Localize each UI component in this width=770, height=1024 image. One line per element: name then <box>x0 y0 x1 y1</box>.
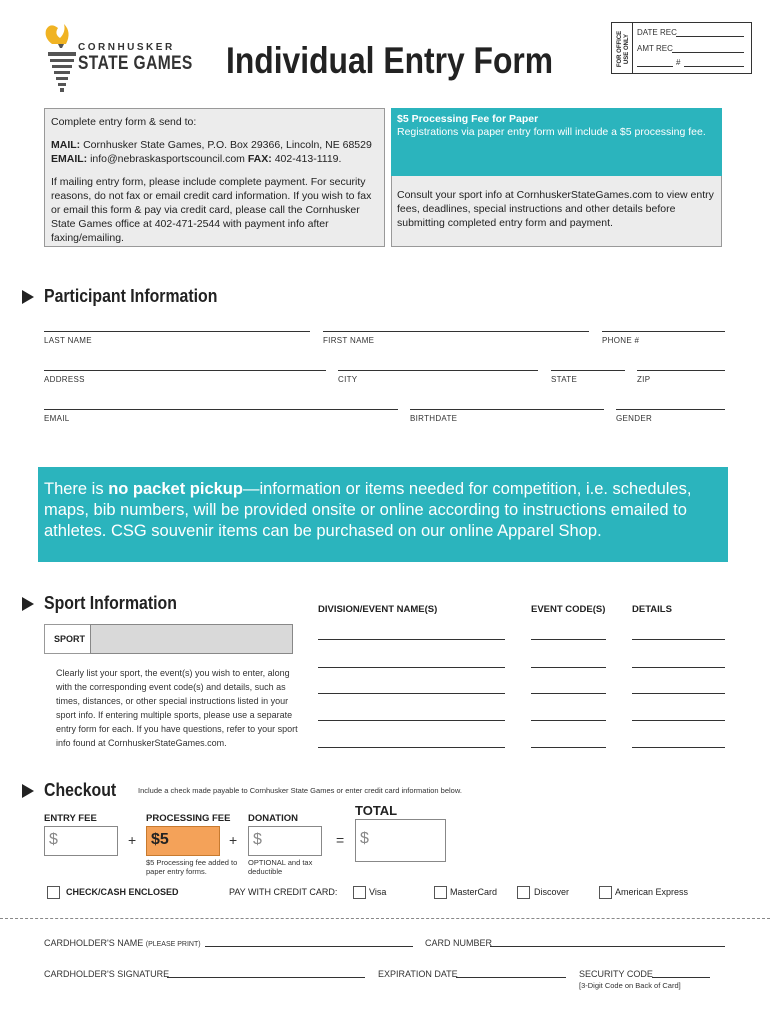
fax-number: 402-413-1119. <box>274 153 342 165</box>
state-label: STATE <box>551 375 578 384</box>
entry-fee-input[interactable] <box>44 826 118 856</box>
email-field[interactable] <box>44 409 398 410</box>
fee-title: $5 Processing Fee for Paper <box>397 113 539 125</box>
sport-label: SPORT <box>44 624 92 654</box>
details-line-2[interactable] <box>632 667 725 668</box>
check-enclosed-label: CHECK/CASH ENCLOSED <box>66 887 179 897</box>
amex-checkbox[interactable] <box>599 886 612 899</box>
division-line-2[interactable] <box>318 667 505 668</box>
check-enclosed-checkbox[interactable] <box>47 886 60 899</box>
consult-text: Consult your sport info at CornhuskerStateGames.com to view entry fees, deadlines, special instructions and other details before submitting completed entry form and payment. <box>397 189 714 229</box>
phone-field[interactable] <box>602 331 725 332</box>
card-number-label: CARD NUMBER <box>425 938 493 948</box>
cardholder-name-text: CARDHOLDER'S NAME <box>44 938 144 948</box>
birthdate-label: BIRTHDATE <box>410 414 458 423</box>
last-name-field[interactable] <box>44 331 310 332</box>
gender-field[interactable] <box>616 409 725 410</box>
first-name-field[interactable] <box>323 331 589 332</box>
processing-fee-input <box>146 826 220 856</box>
participant-heading: Participant Information <box>44 286 218 306</box>
checkout-heading: Checkout <box>44 780 117 800</box>
fee-text: Registrations via paper entry form will include a $5 processing fee. <box>397 126 706 138</box>
equals-sign: = <box>336 832 345 848</box>
mail-label: MAIL: <box>51 139 81 151</box>
cardholder-signature-field[interactable] <box>167 977 365 978</box>
security-code-label: SECURITY CODE <box>579 969 653 979</box>
event-code-col-head: EVENT CODE(S) <box>531 604 606 615</box>
logo-line2: STATE GAMES <box>78 53 193 74</box>
gender-label: GENDER <box>616 414 653 423</box>
cardholder-name-field[interactable] <box>205 946 413 947</box>
details-line-4[interactable] <box>632 720 725 721</box>
plus-sign: + <box>128 832 137 848</box>
total-input[interactable] <box>355 819 446 862</box>
plus-sign: + <box>229 832 238 848</box>
security-code-field[interactable] <box>652 977 710 978</box>
discover-label: Discover <box>534 887 570 897</box>
processing-fee-callout <box>391 108 722 176</box>
code-line-5[interactable] <box>531 747 606 748</box>
details-col-head: DETAILS <box>632 604 672 615</box>
security-code-note: [3-Digit Code on Back of Card] <box>579 981 681 990</box>
birthdate-field[interactable] <box>410 409 604 410</box>
division-line-3[interactable] <box>318 693 505 694</box>
sport-note: Clearly list your sport, the event(s) you wish to enter, along with the corresponding event code(s) and details, such as times, distances, or other special instructions listed in your sport info. If entering multiple sports, please use a separate entry form for each. If you have questions, refer to your sport info found at CornhuskerStateGames.com. <box>56 668 298 748</box>
email-label: EMAIL: <box>51 153 88 165</box>
card-number-field[interactable] <box>490 946 725 947</box>
email-fax-line <box>51 152 378 166</box>
date-rec-label: DATE REC <box>637 28 677 37</box>
banner-pre: There is <box>44 480 109 498</box>
checkout-note: Include a check made payable to Cornhusker State Games or enter credit card information below. <box>138 786 462 795</box>
hash-label: # <box>676 58 681 67</box>
city-field[interactable] <box>338 370 538 371</box>
submission-info-box <box>44 108 385 247</box>
logo-line1: CORNHUSKER <box>78 42 175 53</box>
fax-label: FAX: <box>247 153 272 165</box>
processing-fee-value: $5 <box>151 831 169 848</box>
donation-dollar: $ <box>253 831 262 848</box>
processing-fee-label: PROCESSING FEE <box>146 813 231 824</box>
city-label: CITY <box>338 375 358 384</box>
division-line-4[interactable] <box>318 720 505 721</box>
division-line-5[interactable] <box>318 747 505 748</box>
pay-credit-label: PAY WITH CREDIT CARD: <box>229 887 338 897</box>
processing-fee-note: $5 Processing fee added to paper entry forms. <box>146 858 238 876</box>
email-address: info@nebraskasportscouncil.com <box>90 153 245 165</box>
first-name-label: FIRST NAME <box>323 336 375 345</box>
division-col-head: DIVISION/EVENT NAME(S) <box>318 604 438 615</box>
section-arrow-icon <box>22 597 34 611</box>
banner-bold: no packet pickup <box>108 480 243 498</box>
total-dollar: $ <box>360 830 369 847</box>
zip-field[interactable] <box>637 370 725 371</box>
mail-line <box>51 138 378 152</box>
visa-label: Visa <box>369 887 387 897</box>
visa-checkbox[interactable] <box>353 886 366 899</box>
page-title: Individual Entry Form <box>226 40 554 81</box>
expiration-field[interactable] <box>456 977 566 978</box>
expiration-label: EXPIRATION DATE <box>378 969 458 979</box>
hash-line[interactable] <box>684 66 744 67</box>
mastercard-checkbox[interactable] <box>434 886 447 899</box>
mailing-note: If mailing entry form, please include complete payment. For security reasons, do not fax or email credit card information. If you wish to fax or email this form & pay via credit card, please call the Cornhusker State Games office at 402-471-2544 with payment info after faxing/emailing. <box>51 176 372 244</box>
code-line-2[interactable] <box>531 667 606 668</box>
packet-pickup-banner <box>38 467 728 562</box>
please-print-note: (PLEASE PRINT) <box>145 941 201 948</box>
last-name-label: LAST NAME <box>44 336 92 345</box>
submission-intro: Complete entry form & send to: <box>51 116 197 128</box>
amt-rec-label: AMT REC <box>637 44 673 53</box>
division-line-1[interactable] <box>318 639 505 640</box>
entry-fee-dollar: $ <box>49 831 58 848</box>
address-label: ADDRESS <box>44 375 85 384</box>
details-line-5[interactable] <box>632 747 725 748</box>
details-line-3[interactable] <box>632 693 725 694</box>
phone-label: PHONE # <box>602 336 640 345</box>
zip-label: ZIP <box>637 375 651 384</box>
sport-heading: Sport Information <box>44 593 177 613</box>
discover-checkbox[interactable] <box>517 886 530 899</box>
section-arrow-icon <box>22 290 34 304</box>
total-label: TOTAL <box>355 803 398 818</box>
amex-label: American Express <box>615 887 689 897</box>
address-field[interactable] <box>44 370 326 371</box>
donation-label: DONATION <box>248 813 298 824</box>
code-line-4[interactable] <box>531 720 606 721</box>
mail-address: Cornhusker State Games, P.O. Box 29366, Lincoln, NE 68529 <box>83 139 372 151</box>
code-line-1[interactable] <box>531 639 606 640</box>
state-field[interactable] <box>551 370 625 371</box>
code-line-3[interactable] <box>531 693 606 694</box>
date-rec-line[interactable] <box>676 36 744 37</box>
cardholder-name-label <box>44 938 201 948</box>
cut-line-divider <box>0 918 770 919</box>
amt-rec-line[interactable] <box>672 52 744 53</box>
mastercard-label: MasterCard <box>450 887 498 897</box>
banner-post: —information or items needed for competition, i.e. schedules, maps, bib numbers, will be provided onsite or online according to instructions emailed to athletes. CSG souvenir items can be purchased on our online Apparel Shop. <box>44 480 692 540</box>
section-arrow-icon <box>22 784 34 798</box>
email-field-label: EMAIL <box>44 414 70 423</box>
donation-note: OPTIONAL and tax deductible <box>248 858 313 876</box>
office-blank-line[interactable] <box>637 66 673 67</box>
office-use-label: FOR OFFICE USE ONLY <box>617 30 630 68</box>
cardholder-signature-label: CARDHOLDER'S SIGNATURE <box>44 969 170 979</box>
donation-input[interactable] <box>248 826 322 856</box>
entry-fee-label: ENTRY FEE <box>44 813 97 824</box>
details-line-1[interactable] <box>632 639 725 640</box>
sport-input[interactable] <box>90 624 293 654</box>
